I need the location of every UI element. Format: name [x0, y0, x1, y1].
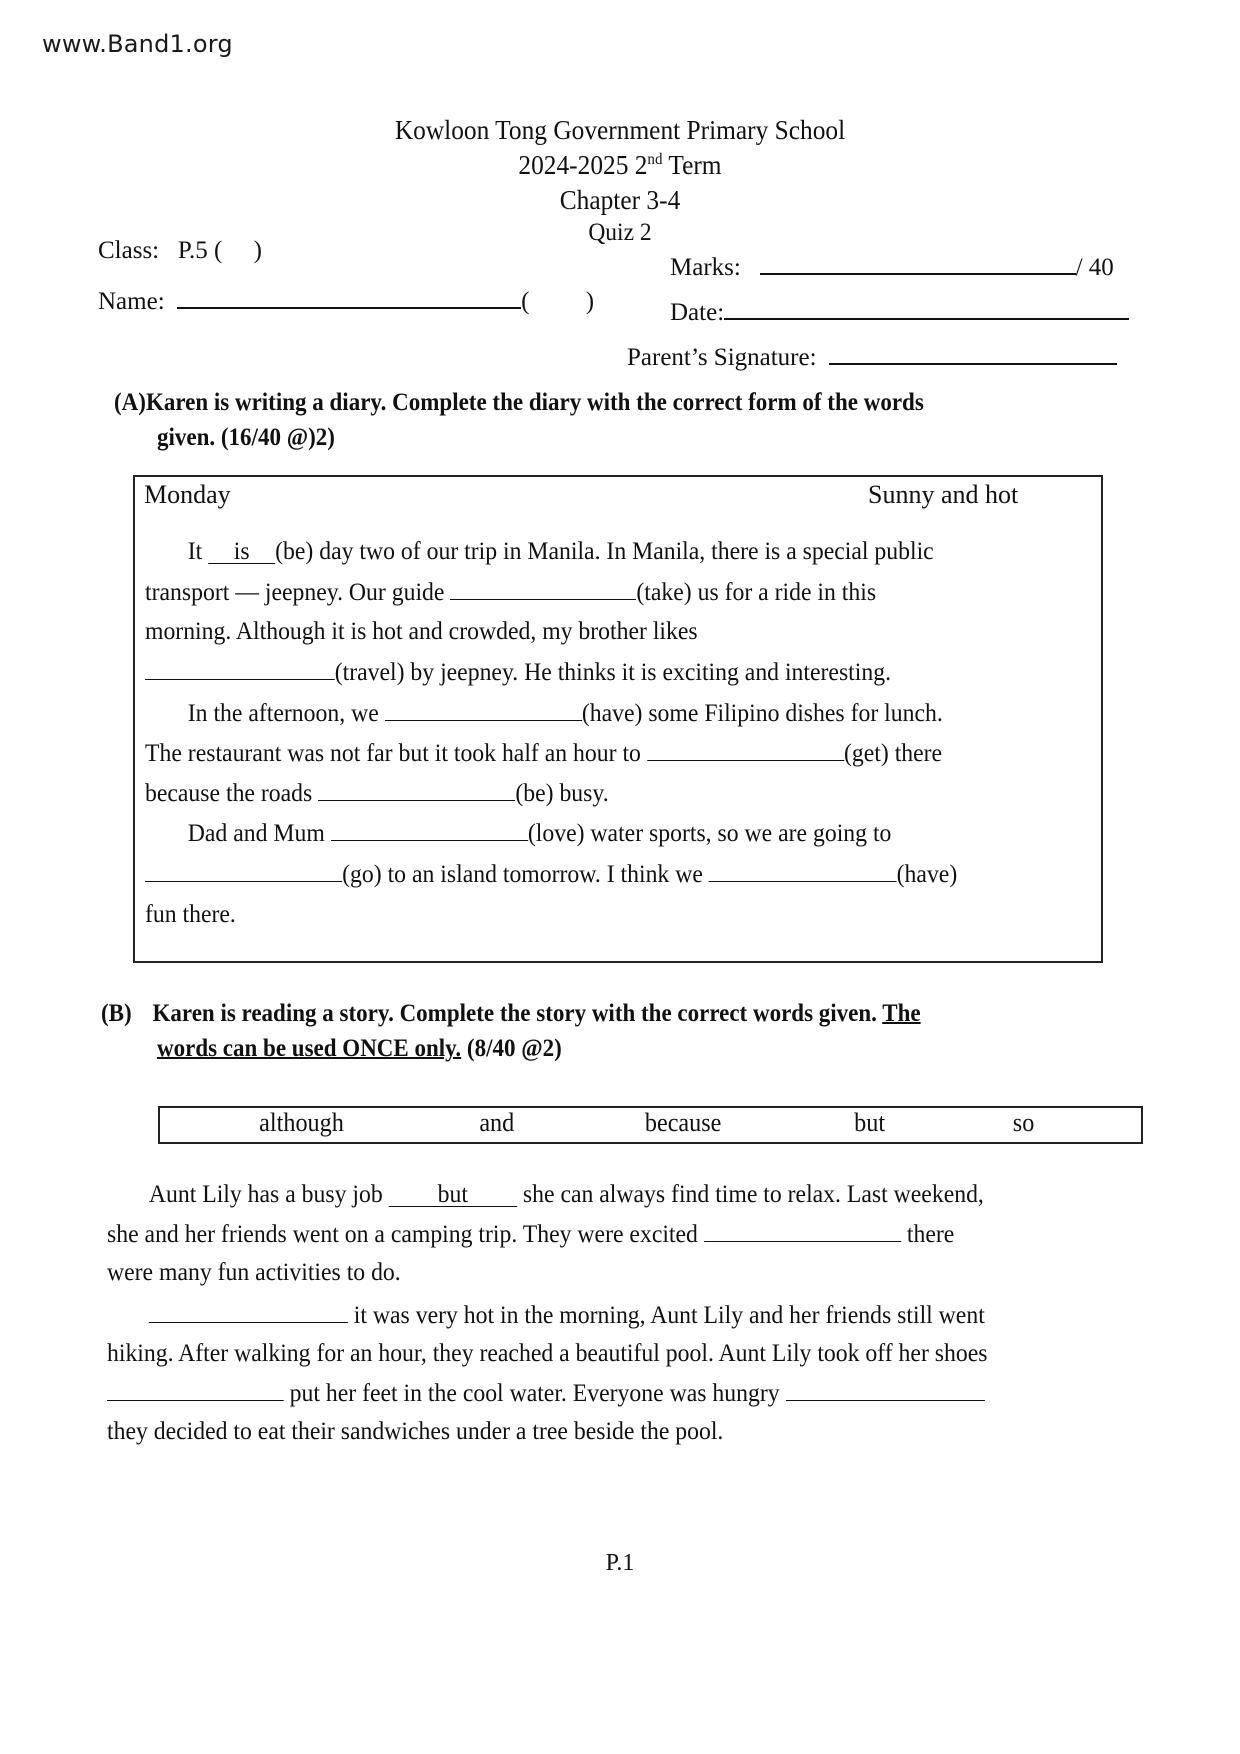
- name-paren-close: ): [585, 288, 595, 315]
- name-input-line[interactable]: [177, 285, 521, 309]
- text: (take) us for a ride in this: [636, 577, 877, 606]
- section-a-title-line1: Karen is writing a diary. Complete the diary with the correct form of the words: [145, 389, 924, 416]
- story-line-6: [107, 1376, 1074, 1409]
- story-line-4: [107, 1298, 1116, 1331]
- quiz-title: Quiz 2: [588, 219, 652, 246]
- story-blank-1[interactable]: but: [389, 1182, 517, 1207]
- term-word: Term: [662, 150, 722, 180]
- diary-line-1: [145, 535, 1081, 567]
- text: she and her friends went on a camping trip. They were excited: [107, 1219, 704, 1248]
- text: transport — jeepney. Our guide: [145, 577, 451, 606]
- marks-input-line[interactable]: [760, 251, 1076, 275]
- word-bank-item: but: [854, 1108, 886, 1137]
- text: morning. Although it is hot and crowded, my brother likes: [145, 616, 698, 645]
- story-line-2: [107, 1217, 1074, 1250]
- class-value: P.5 (: [177, 237, 223, 264]
- marks-field: [670, 251, 1114, 282]
- chapter-title: Chapter 3-4: [559, 185, 681, 215]
- text: Dad and Mum: [187, 818, 331, 847]
- name-field: [98, 285, 594, 316]
- word-bank-item: although: [259, 1108, 344, 1137]
- answer-blank-9[interactable]: [709, 857, 897, 882]
- answer-blank-1[interactable]: is: [208, 539, 275, 564]
- signature-input-line[interactable]: [829, 341, 1117, 365]
- text: put her feet in the cool water. Everyone was hungry: [283, 1378, 786, 1407]
- term-superscript: nd: [647, 151, 663, 168]
- watermark: www.Band1.org: [42, 30, 233, 58]
- name-label: Name:: [98, 288, 165, 315]
- text: (be) day two of our trip in Manila. In Manila, there is a special public: [275, 536, 934, 565]
- section-b-title-underlined-1: The: [882, 1000, 921, 1027]
- text: she can always find time to relax. Last weekend,: [516, 1179, 984, 1208]
- class-label: Class:: [98, 237, 160, 264]
- diary-weather: Sunny and hot: [868, 480, 1019, 509]
- text: (travel) by jeepney. He thinks it is exciting and interesting.: [334, 657, 892, 686]
- signature-label: Parent’s Signature:: [627, 344, 817, 371]
- answer-blank-6[interactable]: [318, 776, 515, 801]
- diary-line-6: [145, 736, 1038, 769]
- name-paren-open: (: [521, 288, 530, 315]
- section-b-title: [101, 996, 1150, 1031]
- text: they decided to eat their sandwiches under a tree beside the pool.: [107, 1416, 724, 1445]
- diary-line-8: [145, 816, 1081, 849]
- text: it was very hot in the morning, Aunt Lily and her friends still went: [347, 1300, 985, 1329]
- story-line-1: [107, 1178, 1116, 1210]
- class-close: ): [253, 237, 262, 264]
- page-number: P.1: [605, 1550, 635, 1576]
- answer-blank-2[interactable]: [450, 575, 636, 600]
- text: hiking. After walking for an hour, they reached a beautiful pool. Aunt Lily took off her shoes: [107, 1338, 988, 1367]
- story-blank-3[interactable]: [149, 1298, 348, 1323]
- story-blank-2[interactable]: [704, 1217, 901, 1242]
- section-b-title-line2: [157, 1031, 562, 1066]
- section-b-label: (B): [101, 1000, 132, 1027]
- story-line-3: [107, 1256, 1074, 1288]
- text: because the roads: [145, 778, 319, 807]
- signature-field: [627, 341, 1117, 372]
- section-b-title-line1: Karen is reading a story. Complete the story with the correct words given.: [152, 1000, 883, 1027]
- text: It: [187, 536, 209, 565]
- marks-total: / 40: [1075, 254, 1114, 281]
- diary-day: Monday: [144, 480, 231, 509]
- marks-label: Marks:: [670, 254, 741, 281]
- story-blank-5[interactable]: [786, 1376, 985, 1401]
- answer-blank-4[interactable]: [385, 696, 582, 721]
- diary-line-10: [145, 898, 1038, 930]
- term-year: 2024-2025 2: [518, 150, 648, 180]
- word-bank-item: so: [1012, 1108, 1035, 1137]
- text: (have) some Filipino dishes for lunch.: [581, 698, 943, 727]
- answer-blank-3[interactable]: [145, 655, 335, 680]
- text: (be) busy.: [515, 778, 609, 807]
- text: (have): [896, 859, 958, 888]
- text: Aunt Lily has a busy job: [148, 1179, 389, 1208]
- section-b-title-rest: (8/40 @2): [461, 1035, 562, 1062]
- class-field: [98, 237, 262, 265]
- text: In the afternoon, we: [187, 698, 385, 727]
- date-field: [670, 296, 1129, 327]
- answer-blank-5[interactable]: [647, 736, 844, 761]
- diary-line-7: [145, 776, 1038, 809]
- story-blank-4[interactable]: [107, 1376, 284, 1401]
- word-bank-item: because: [644, 1108, 722, 1137]
- text: (go) to an island tomorrow. I think we: [342, 859, 709, 888]
- word-bank-item: and: [479, 1108, 515, 1137]
- text: there: [901, 1219, 955, 1248]
- story-line-7: [107, 1415, 1074, 1447]
- diary-line-5: [145, 696, 1081, 729]
- section-a-label: (A): [114, 389, 146, 416]
- text: fun there.: [145, 899, 236, 928]
- section-a-title: [114, 385, 1144, 420]
- text: (get) there: [843, 738, 943, 767]
- text: were many fun activities to do.: [107, 1257, 401, 1286]
- text: The restaurant was not far but it took half an hour to: [145, 738, 647, 767]
- answer-blank-7[interactable]: [331, 816, 528, 841]
- answer-blank-8[interactable]: [145, 857, 342, 882]
- date-label: Date:: [670, 299, 725, 326]
- date-input-line[interactable]: [724, 296, 1129, 320]
- diary-line-9: [145, 857, 1038, 890]
- diary-line-2: [145, 575, 1038, 608]
- section-b-title-underlined-2: words can be used ONCE only.: [157, 1035, 462, 1062]
- diary-line-4: [145, 655, 1038, 688]
- section-a-title-line2: given. (16/40 @)2): [157, 424, 335, 451]
- story-line-5: [107, 1337, 1074, 1369]
- term-line: [37, 149, 1203, 181]
- diary-line-3: [145, 615, 1038, 647]
- school-name: Kowloon Tong Government Primary School: [394, 115, 846, 145]
- text: (love) water sports, so we are going to: [527, 818, 892, 847]
